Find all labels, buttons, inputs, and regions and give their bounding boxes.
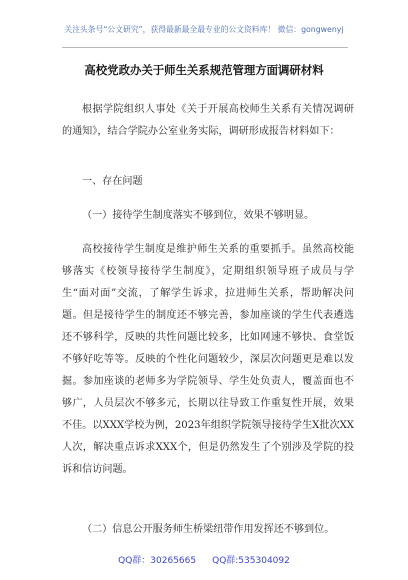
subsection-body-1: 高校接待学生制度是维护师生关系的重要抓手。虽然高校能够落实《校领导接待学生制度》，定期组织领导班子成员与学生“面对面”交流，了解学生诉求，拉进师生关系，帮助解决问题。但是接待学生的制度还不够完善，参加座谈的学生代表遴选还不够科学，反映的共性问题比较多，比如网速不够快、食堂饭不够好吃等等。反映的个性化问题较少，深层次问题更是难以发掘。参加座谈的老师多为学院领导、学生处负责人，覆盖面也不够广，人员层次不够多元，长期以往导致工作重复性开展，效果不佳。以XXX学校为例，2023年组织学院领导接待学生X批次XX人次，解决重点诉求XXX个，但是仍然发生了个别涉及学院的投诉和信访问题。 (62, 244, 354, 475)
header-banner: 关注头条号“公文研究”，获得最新最全最专业的公文资料库！ 微信：gongwenyj (64, 25, 344, 34)
subsection-heading-1: （一）接待学生制度落实不够到位，效果不够明显。 (82, 210, 315, 221)
header-divider (62, 47, 348, 48)
subsection-heading-2: （二）信息公开服务师生桥梁纽带作用发挥还不够到位。 (82, 524, 335, 535)
footer-qq-group-2: QQ群:535304092 (212, 556, 290, 566)
footer-qq-group-1: QQ群：30265665 (118, 556, 197, 566)
intro-paragraph: 根据学院组织人事处《关于开展高校师生关系有关情况调研的通知》，结合学院办公室业务实际，调研形成报告材料如下： (62, 104, 354, 137)
footer-contact (0, 553, 408, 566)
section-heading-problems: 一、存在问题 (82, 176, 143, 187)
document-title: 高校党政办关于师生关系规范管理方面调研材料 (84, 63, 324, 77)
